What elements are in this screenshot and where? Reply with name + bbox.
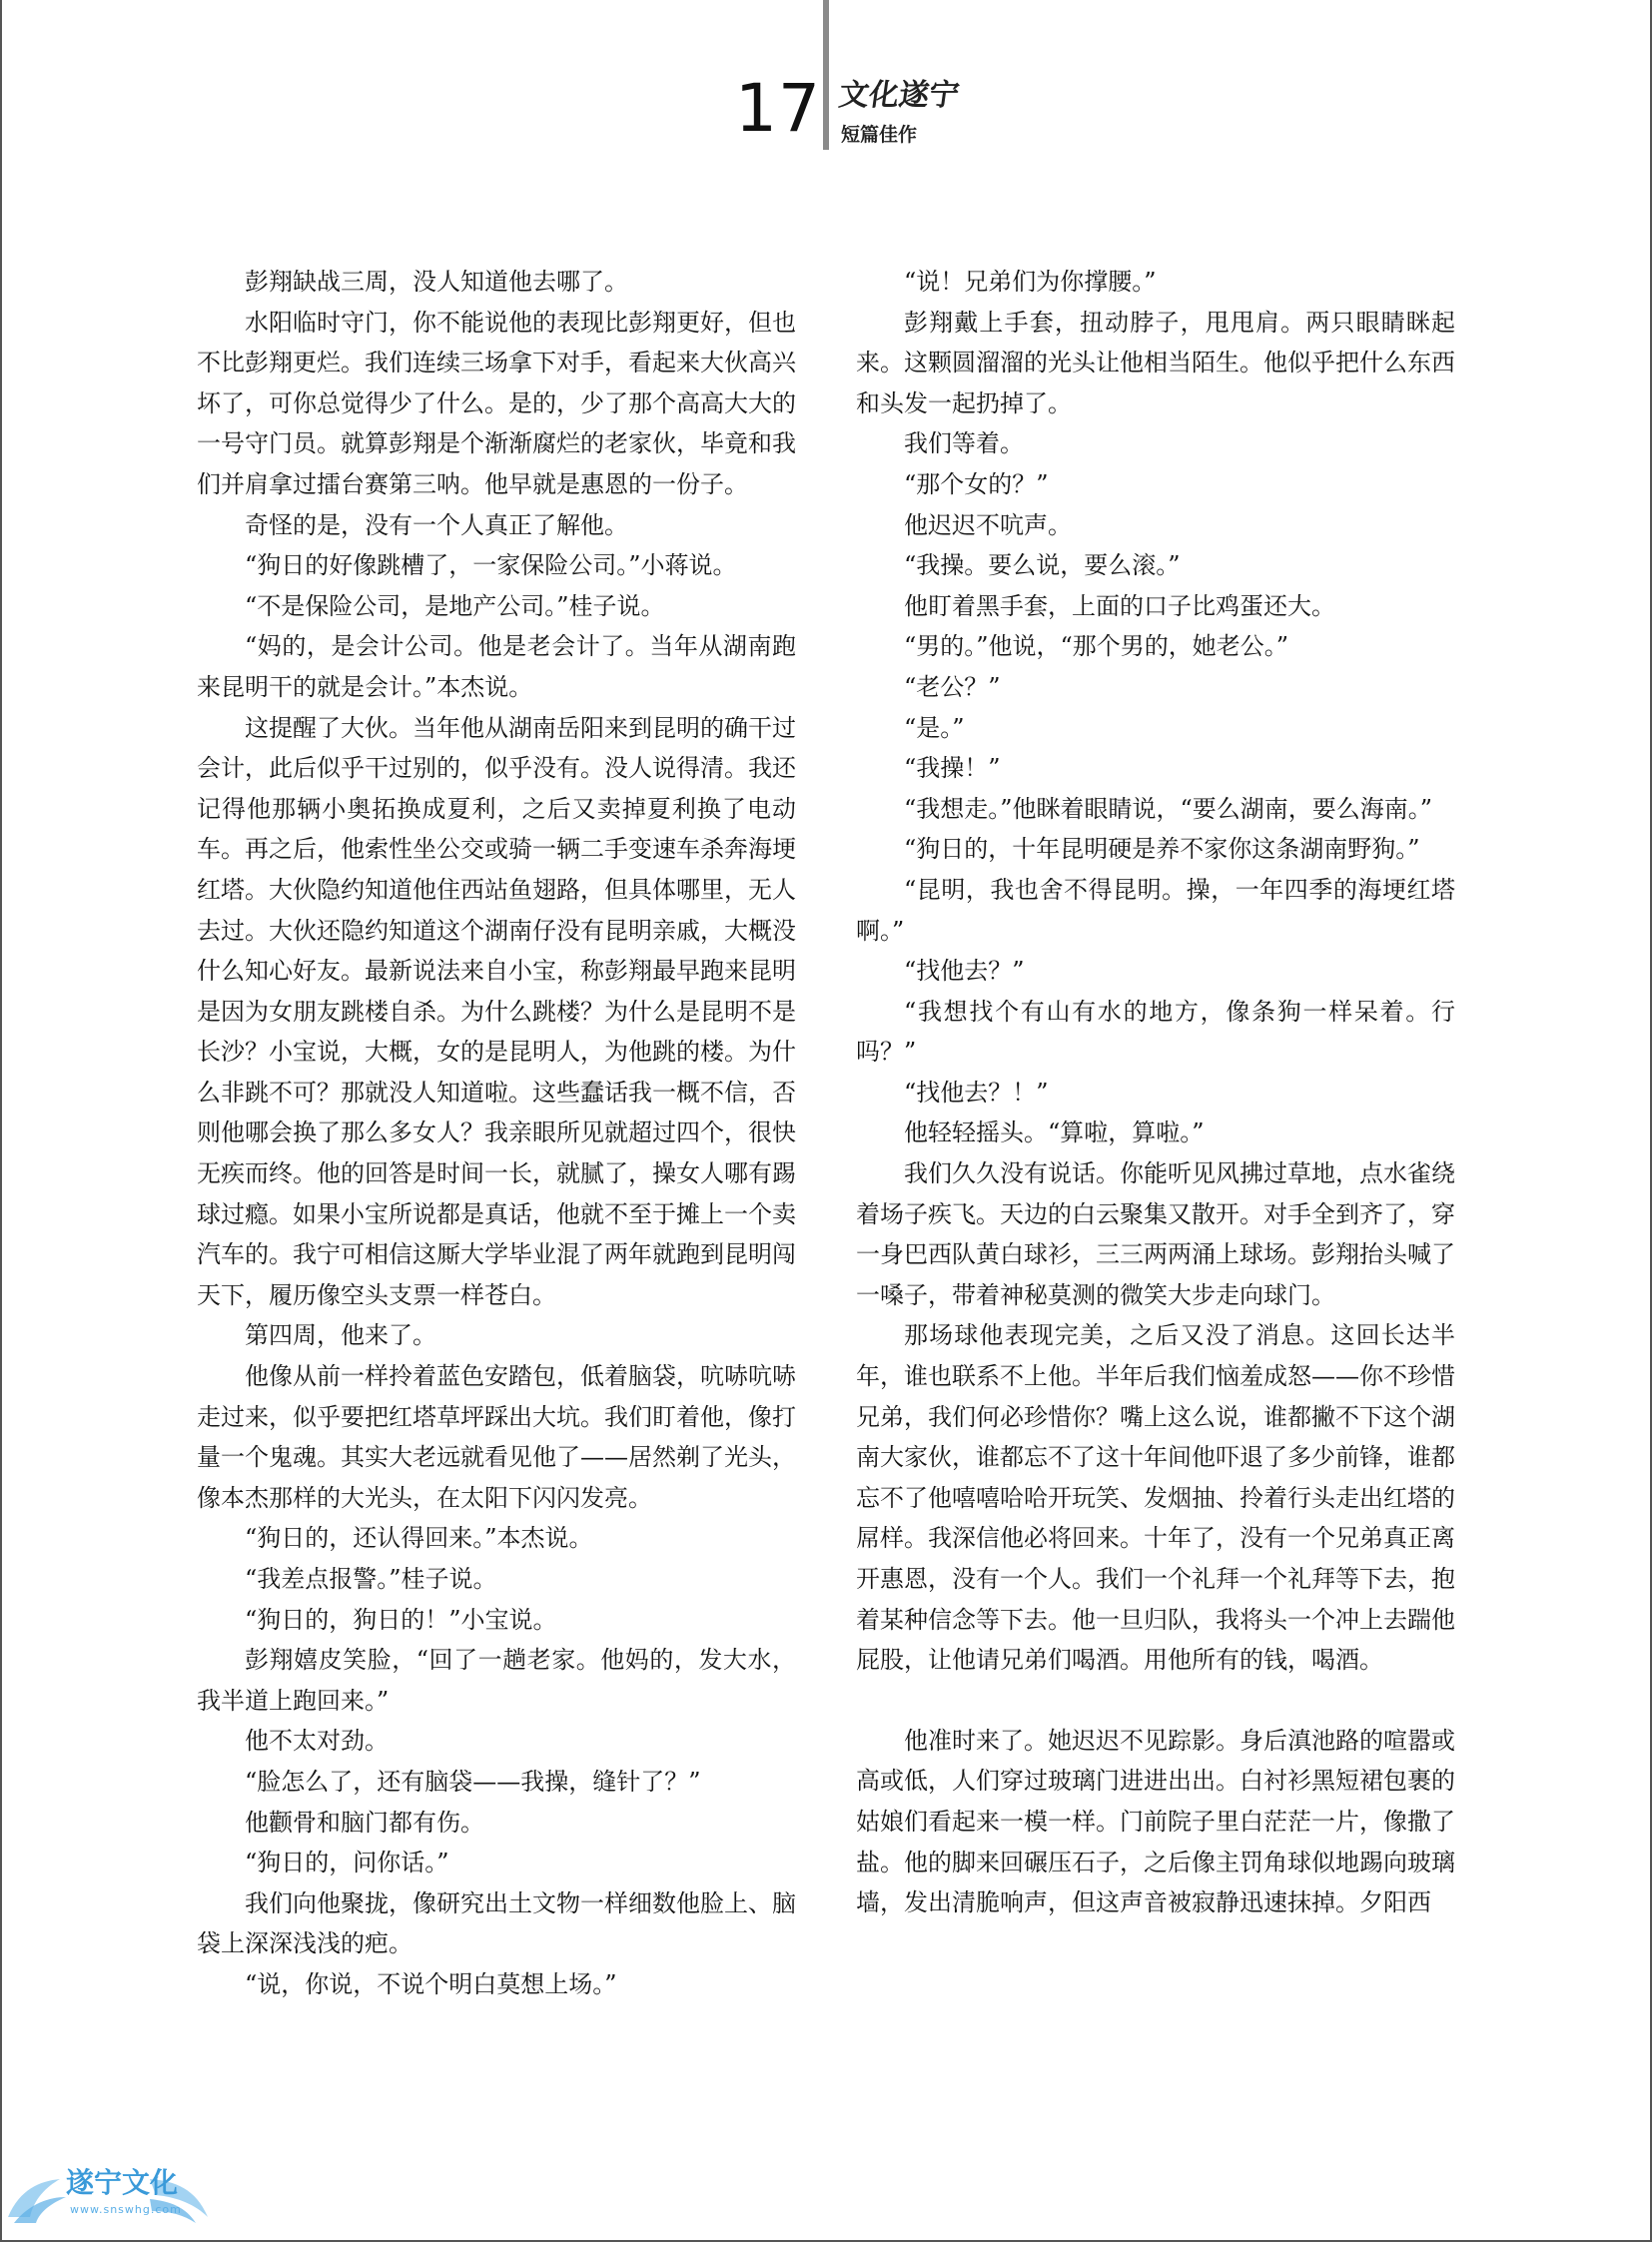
paragraph: “昆明，我也舍不得昆明。操，一年四季的海埂红塔啊。” bbox=[856, 875, 1455, 945]
section-subtitle: 短篇佳作 bbox=[841, 124, 918, 146]
paragraph: 水阳临时守门，你不能说他的表现比彭翔更好，但也不比彭翔更烂。我们连续三场拿下对手，看起来大伙高兴坏了，可你总觉得少了什么。是的，少了那个高高大大的一号守门员。就算彭翔是个渐渐腐烂的老家伙，毕竟和我们并肩拿过擂台赛第三呐。他早就是惠恩的一份子。 bbox=[197, 308, 796, 498]
header-divider bbox=[823, 0, 829, 150]
paragraph: 奇怪的是，没有一个人真正了解他。 bbox=[245, 510, 628, 539]
paragraph: 他准时来了。她迟迟不见踪影。身后滇池路的喧嚣或高或低，人们穿过玻璃门进进出出。白衬衫黑短裙包裹的姑娘们看起来一模一样。门前院子里白茫茫一片，像撒了盐。他的脚来回碾压石子，之后像主罚角球似地踢向玻璃墙，发出清脆响声，但这声音被寂静迅速抹掉。夕阳西 bbox=[856, 1726, 1455, 1917]
paragraph: “我操。要么说，要么滚。” bbox=[904, 551, 1181, 580]
paragraph: 我们向他聚拢，像研究出土文物一样细数他脸上、脑袋上深深浅浅的疤。 bbox=[197, 1888, 796, 1958]
paragraph: “说！兄弟们为你撑腰。” bbox=[904, 268, 1157, 296]
paragraph: “我想找个有山有水的地方，像条狗一样呆着。行吗？” bbox=[856, 997, 1455, 1067]
right-column bbox=[856, 262, 1455, 1923]
paragraph: “脸怎么了，还有脑袋——我操，缝针了？” bbox=[245, 1767, 701, 1796]
paragraph: “我想走。”他眯着眼睛说，“要么湖南，要么海南。” bbox=[904, 794, 1433, 823]
paragraph: 彭翔戴上手套，扭动脖子，甩甩肩。两只眼睛眯起来。这颗圆溜溜的光头让他相当陌生。他似乎把什么东西和头发一起扔掉了。 bbox=[856, 308, 1455, 417]
paragraph: “我操！” bbox=[904, 754, 1001, 783]
paragraph: “不是保险公司，是地产公司。”桂子说。 bbox=[245, 591, 665, 620]
paragraph: 他迟迟不吭声。 bbox=[904, 510, 1072, 539]
paragraph: 他轻轻摇头。“算啦，算啦。” bbox=[904, 1119, 1205, 1147]
paragraph: 他盯着黑手套，上面的口子比鸡蛋还大。 bbox=[904, 591, 1335, 620]
paragraph: 彭翔缺战三周，没人知道他去哪了。 bbox=[245, 268, 628, 296]
paragraph: 他颧骨和脑门都有伤。 bbox=[245, 1808, 484, 1837]
paragraph: “找他去？！” bbox=[904, 1078, 1049, 1107]
paragraph: “说，你说，不说个明白莫想上场。” bbox=[245, 1969, 617, 1998]
paragraph: 彭翔嬉皮笑脸，“回了一趟老家。他妈的，发大水，我半道上跑回来。” bbox=[197, 1646, 796, 1715]
paragraph: “我差点报警。”桂子说。 bbox=[245, 1565, 497, 1593]
paragraph: “狗日的，狗日的！”小宝说。 bbox=[245, 1605, 557, 1634]
paragraph: “找他去？” bbox=[904, 957, 1025, 986]
page-number: 17 bbox=[735, 70, 821, 147]
paragraph: “狗日的，问你话。” bbox=[245, 1849, 449, 1877]
page-border-left bbox=[0, 0, 2, 2242]
paragraph: 第四周，他来了。 bbox=[245, 1321, 436, 1350]
paragraph: “是。” bbox=[904, 713, 965, 742]
paragraph: 他不太对劲。 bbox=[245, 1727, 389, 1756]
paragraph: 他像从前一样拎着蓝色安踏包，低着脑袋，吭哧吭哧走过来，似乎要把红塔草坪踩出大坑。我们盯着他，像打量一个鬼魂。其实大老远就看见他了——居然剃了光头，像本杰那样的大光头，在太阳下闪闪发亮。 bbox=[197, 1362, 796, 1512]
section-title: 文化遂宁 bbox=[836, 78, 962, 113]
paragraph: 我们等着。 bbox=[904, 429, 1024, 458]
paragraph: “狗日的好像跳槽了，一家保险公司。”小蒋说。 bbox=[245, 551, 737, 580]
paragraph: “妈的，是会计公司。他是老会计了。当年从湖南跑来昆明干的就是会计。”本杰说。 bbox=[197, 632, 796, 701]
paragraph: “老公？” bbox=[904, 672, 1001, 701]
paragraph: 我们久久没有说话。你能听见风拂过草地，点水雀绕着场子疾飞。天边的白云聚集又散开。对手全到齐了，穿一身巴西队黄白球衫，三三两两涌上球场。彭翔抬头喊了一嗓子，带着神秘莫测的微笑大步走向球门。 bbox=[856, 1159, 1455, 1309]
paragraph: “那个女的？” bbox=[904, 469, 1049, 498]
paragraph: “男的。”他说，“那个男的，她老公。” bbox=[904, 632, 1289, 661]
watermark-url: www.snswhg.com bbox=[70, 2203, 182, 2216]
watermark-name: 遂宁文化 bbox=[66, 2166, 179, 2199]
left-column bbox=[197, 262, 796, 2005]
paragraph: 那场球他表现完美，之后又没了消息。这回长达半年，谁也联系不上他。半年后我们恼羞成怒——你不珍惜兄弟，我们何必珍惜你？嘴上这么说，谁都撇不下这个湖南大家伙，谁都忘不了这十年间他吓退了多少前锋，谁都忘不了他嘻嘻哈哈开玩笑、发烟抽、拎着行头走出红塔的屌样。我深信他必将回来。十年了，没有一个兄弟真正离开惠恩，没有一个人。我们一个礼拜一个礼拜等下去，抱着某种信念等下去。他一旦归队，我将头一个冲上去踹他屁股，让他请兄弟们喝酒。用他所有的钱，喝酒。 bbox=[856, 1321, 1455, 1675]
paragraph: “狗日的，十年昆明硬是养不家你这条湖南野狗。” bbox=[904, 835, 1420, 864]
paragraph: “狗日的，还认得回来。”本杰说。 bbox=[245, 1524, 593, 1553]
paragraph: 这提醒了大伙。当年他从湖南岳阳来到昆明的确干过会计，此后似乎干过别的，似乎没有。没人说得清。我还记得他那辆小奥拓换成夏利，之后又卖掉夏利换了电动车。再之后，他索性坐公交或骑一辆二手变速车杀奔海埂红塔。大伙隐约知道他住西站鱼翅路，但具体哪里，无人去过。大伙还隐约知道这个湖南仔没有昆明亲戚，大概没什么知心好友。最新说法来自小宝，称彭翔最早跑来昆明是因为女朋友跳楼自杀。为什么跳楼？为什么是昆明不是长沙？小宝说，大概，女的是昆明人，为他跳的楼。为什么非跳不可？那就没人知道啦。这些蠢话我一概不信，否则他哪会换了那么多女人？我亲眼所见就超过四个，很快无疾而终。他的回答是时间一长，就腻了，操女人哪有踢球过瘾。如果小宝所说都是真话，他就不至于摊上一个卖汽车的。我宁可相信这厮大学毕业混了两年就跑到昆明闯天下，履历像空头支票一样苍白。 bbox=[197, 713, 796, 1309]
